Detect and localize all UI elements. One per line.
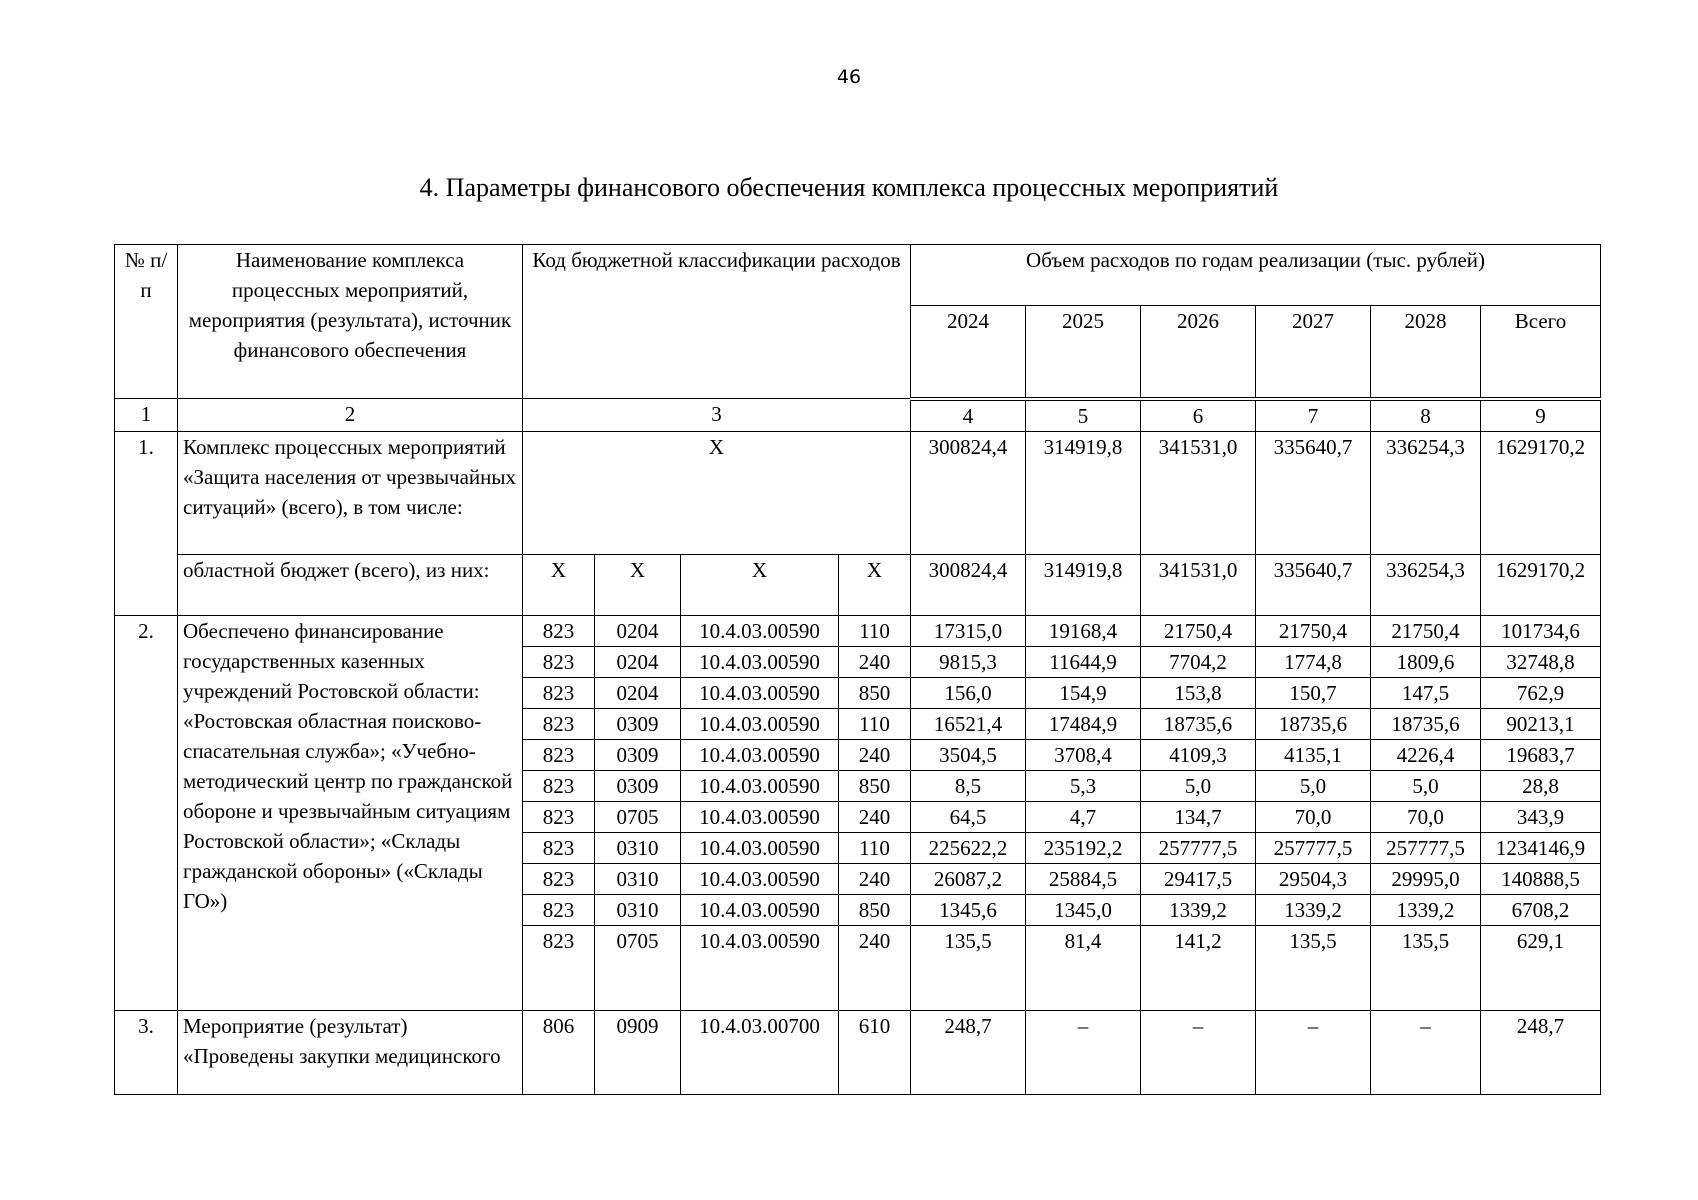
header-year: 2027 bbox=[1256, 306, 1371, 399]
value-total: 1234146,9 bbox=[1481, 832, 1601, 863]
value-cell: 4109,3 bbox=[1141, 739, 1256, 770]
budget-code: 10.4.03.00590 bbox=[681, 770, 839, 801]
budget-code: 0204 bbox=[595, 615, 681, 646]
value-cell: 17315,0 bbox=[911, 615, 1026, 646]
budget-code: 0909 bbox=[595, 1010, 681, 1094]
value-cell: 248,7 bbox=[911, 1010, 1026, 1094]
budget-code: 10.4.03.00590 bbox=[681, 677, 839, 708]
budget-code: 823 bbox=[523, 770, 595, 801]
budget-code: 0310 bbox=[595, 863, 681, 894]
budget-code: 110 bbox=[839, 832, 911, 863]
value-cell: 3504,5 bbox=[911, 739, 1026, 770]
value-cell: 156,0 bbox=[911, 677, 1026, 708]
value-total: 1629170,2 bbox=[1481, 431, 1601, 554]
budget-code: 0705 bbox=[595, 925, 681, 1010]
value-cell: 257777,5 bbox=[1141, 832, 1256, 863]
row-name: областной бюджет (всего), из них: bbox=[178, 554, 523, 615]
budget-code: 823 bbox=[523, 925, 595, 1010]
row-number: 2. bbox=[115, 615, 178, 1010]
budget-code: 10.4.03.00590 bbox=[681, 615, 839, 646]
value-total: 90213,1 bbox=[1481, 708, 1601, 739]
budget-code: 10.4.03.00700 bbox=[681, 1010, 839, 1094]
budget-code: 823 bbox=[523, 646, 595, 677]
budget-code: 823 bbox=[523, 677, 595, 708]
row-number: 1. bbox=[115, 431, 178, 615]
value-cell: 335640,7 bbox=[1256, 431, 1371, 554]
value-cell: 1809,6 bbox=[1371, 646, 1481, 677]
value-cell: 17484,9 bbox=[1026, 708, 1141, 739]
value-cell: 300824,4 bbox=[911, 431, 1026, 554]
value-cell: 5,0 bbox=[1256, 770, 1371, 801]
value-cell: 18735,6 bbox=[1371, 708, 1481, 739]
value-total: 32748,8 bbox=[1481, 646, 1601, 677]
budget-code: 10.4.03.00590 bbox=[681, 646, 839, 677]
budget-code: X bbox=[595, 554, 681, 615]
budget-code: 0309 bbox=[595, 739, 681, 770]
header-code: Код бюджетной классификации расходов bbox=[523, 245, 911, 399]
value-cell: 235192,2 bbox=[1026, 832, 1141, 863]
value-cell: 134,7 bbox=[1141, 801, 1256, 832]
row-regional-budget bbox=[115, 554, 1601, 615]
header-year: 2028 bbox=[1371, 306, 1481, 399]
budget-code: 0204 bbox=[595, 677, 681, 708]
budget-code: 0309 bbox=[595, 708, 681, 739]
value-cell: 341531,0 bbox=[1141, 554, 1256, 615]
value-cell: 335640,7 bbox=[1256, 554, 1371, 615]
budget-code: 10.4.03.00590 bbox=[681, 801, 839, 832]
budget-code: 10.4.03.00590 bbox=[681, 863, 839, 894]
budget-code: 823 bbox=[523, 615, 595, 646]
value-total: 6708,2 bbox=[1481, 894, 1601, 925]
row-event-3 bbox=[115, 1010, 1601, 1094]
page-title: 4. Параметры финансового обеспечения комплекса процессных мероприятий bbox=[419, 173, 1279, 202]
value-cell: 18735,6 bbox=[1141, 708, 1256, 739]
value-cell: 29995,0 bbox=[1371, 863, 1481, 894]
col-number: 6 bbox=[1141, 399, 1256, 432]
budget-code: 0705 bbox=[595, 801, 681, 832]
value-cell: – bbox=[1141, 1010, 1256, 1094]
budget-code: 850 bbox=[839, 677, 911, 708]
value-cell: 150,7 bbox=[1256, 677, 1371, 708]
col-number: 1 bbox=[115, 399, 178, 432]
value-cell: 9815,3 bbox=[911, 646, 1026, 677]
budget-code: 823 bbox=[523, 863, 595, 894]
column-numbers-row bbox=[115, 399, 1601, 432]
value-cell: 135,5 bbox=[911, 925, 1026, 1010]
value-cell: 8,5 bbox=[911, 770, 1026, 801]
budget-code: 10.4.03.00590 bbox=[681, 894, 839, 925]
value-cell: 141,2 bbox=[1141, 925, 1256, 1010]
header-year-total: Всего bbox=[1481, 306, 1601, 399]
budget-code: 0309 bbox=[595, 770, 681, 801]
value-cell: 29504,3 bbox=[1256, 863, 1371, 894]
value-cell: 11644,9 bbox=[1026, 646, 1141, 677]
value-cell: – bbox=[1026, 1010, 1141, 1094]
col-number: 4 bbox=[911, 399, 1026, 432]
value-cell: 5,0 bbox=[1371, 770, 1481, 801]
budget-code: 823 bbox=[523, 801, 595, 832]
value-cell: – bbox=[1371, 1010, 1481, 1094]
row-name: Комплекс процессных мероприятий «Защита населения от чрезвычайных ситуаций» (всего), в том числе: bbox=[178, 431, 523, 554]
budget-code: 806 bbox=[523, 1010, 595, 1094]
value-cell: 154,9 bbox=[1026, 677, 1141, 708]
value-cell: 25884,5 bbox=[1026, 863, 1141, 894]
budget-code: 10.4.03.00590 bbox=[681, 739, 839, 770]
header-name: Наименование комплекса процессных мероприятий, мероприятия (результата), источник финансового обеспечения bbox=[178, 245, 523, 399]
value-cell: 16521,4 bbox=[911, 708, 1026, 739]
header-year: 2026 bbox=[1141, 306, 1256, 399]
value-cell: 81,4 bbox=[1026, 925, 1141, 1010]
value-cell: 5,3 bbox=[1026, 770, 1141, 801]
budget-code: 0204 bbox=[595, 646, 681, 677]
budget-code: 10.4.03.00590 bbox=[681, 832, 839, 863]
value-cell: 336254,3 bbox=[1371, 431, 1481, 554]
budget-code: 610 bbox=[839, 1010, 911, 1094]
budget-code: X bbox=[681, 554, 839, 615]
value-cell: 1774,8 bbox=[1256, 646, 1371, 677]
col-number: 5 bbox=[1026, 399, 1141, 432]
value-cell: 18735,6 bbox=[1256, 708, 1371, 739]
row-number: 3. bbox=[115, 1010, 178, 1094]
value-cell: 4226,4 bbox=[1371, 739, 1481, 770]
value-total: 343,9 bbox=[1481, 801, 1601, 832]
budget-code: 850 bbox=[839, 894, 911, 925]
value-cell: 1339,2 bbox=[1141, 894, 1256, 925]
row-name: Мероприятие (результат) «Проведены закупки медицинского bbox=[178, 1010, 523, 1094]
value-cell: 19168,4 bbox=[1026, 615, 1141, 646]
budget-code: 823 bbox=[523, 708, 595, 739]
value-cell: 26087,2 bbox=[911, 863, 1026, 894]
budget-code: X bbox=[523, 431, 911, 554]
budget-code: 110 bbox=[839, 615, 911, 646]
value-cell: 225622,2 bbox=[911, 832, 1026, 863]
value-total: 19683,7 bbox=[1481, 739, 1601, 770]
value-cell: 64,5 bbox=[911, 801, 1026, 832]
value-cell: 257777,5 bbox=[1371, 832, 1481, 863]
value-cell: 314919,8 bbox=[1026, 431, 1141, 554]
budget-code: 240 bbox=[839, 863, 911, 894]
value-cell: 135,5 bbox=[1371, 925, 1481, 1010]
value-cell: 135,5 bbox=[1256, 925, 1371, 1010]
budget-code: 823 bbox=[523, 894, 595, 925]
value-cell: 70,0 bbox=[1256, 801, 1371, 832]
value-total: 28,8 bbox=[1481, 770, 1601, 801]
value-cell: 4,7 bbox=[1026, 801, 1141, 832]
value-cell: 147,5 bbox=[1371, 677, 1481, 708]
value-total: 101734,6 bbox=[1481, 615, 1601, 646]
value-cell: 1345,0 bbox=[1026, 894, 1141, 925]
budget-code: 0310 bbox=[595, 832, 681, 863]
value-cell: 4135,1 bbox=[1256, 739, 1371, 770]
value-total: 1629170,2 bbox=[1481, 554, 1601, 615]
value-cell: 21750,4 bbox=[1256, 615, 1371, 646]
value-cell: 3708,4 bbox=[1026, 739, 1141, 770]
value-cell: 341531,0 bbox=[1141, 431, 1256, 554]
value-total: 629,1 bbox=[1481, 925, 1601, 1010]
budget-code: X bbox=[523, 554, 595, 615]
budget-code: 823 bbox=[523, 739, 595, 770]
value-cell: 336254,3 bbox=[1371, 554, 1481, 615]
budget-code: 850 bbox=[839, 770, 911, 801]
col-number: 9 bbox=[1481, 399, 1601, 432]
value-total: 248,7 bbox=[1481, 1010, 1601, 1094]
budget-code: 240 bbox=[839, 646, 911, 677]
value-cell: – bbox=[1256, 1010, 1371, 1094]
row-complex-total bbox=[115, 431, 1601, 554]
value-cell: 7704,2 bbox=[1141, 646, 1256, 677]
value-cell: 70,0 bbox=[1371, 801, 1481, 832]
header-year: 2024 bbox=[911, 306, 1026, 399]
budget-code: 823 bbox=[523, 832, 595, 863]
value-cell: 153,8 bbox=[1141, 677, 1256, 708]
row-name: Обеспечено финансирование государственных казенных учреждений Ростовской области: «Ростовская областная поисково-спасательная служба»; «Учебно-методический центр по гражданской обороне и чрезвычайным ситуациям Ростовской области»; «Склады гражданской обороны» («Склады ГО») bbox=[178, 615, 523, 1010]
budget-code: 240 bbox=[839, 925, 911, 1010]
header-year: 2025 bbox=[1026, 306, 1141, 399]
budget-code: 110 bbox=[839, 708, 911, 739]
value-cell: 21750,4 bbox=[1141, 615, 1256, 646]
col-number: 2 bbox=[178, 399, 523, 432]
header-num: № п/п bbox=[115, 245, 178, 399]
value-cell: 1339,2 bbox=[1256, 894, 1371, 925]
budget-code: 240 bbox=[839, 801, 911, 832]
value-cell: 1339,2 bbox=[1371, 894, 1481, 925]
value-total: 140888,5 bbox=[1481, 863, 1601, 894]
col-number: 8 bbox=[1371, 399, 1481, 432]
col-number: 3 bbox=[523, 399, 911, 432]
budget-code: 10.4.03.00590 bbox=[681, 708, 839, 739]
value-cell: 21750,4 bbox=[1371, 615, 1481, 646]
value-total: 762,9 bbox=[1481, 677, 1601, 708]
value-cell: 300824,4 bbox=[911, 554, 1026, 615]
financing-table bbox=[114, 244, 1601, 1095]
budget-code: 0310 bbox=[595, 894, 681, 925]
budget-code: X bbox=[839, 554, 911, 615]
budget-code: 240 bbox=[839, 739, 911, 770]
value-cell: 5,0 bbox=[1141, 770, 1256, 801]
col-number: 7 bbox=[1256, 399, 1371, 432]
value-cell: 29417,5 bbox=[1141, 863, 1256, 894]
row-institution-line bbox=[115, 615, 1601, 646]
budget-code: 10.4.03.00590 bbox=[681, 925, 839, 1010]
value-cell: 314919,8 bbox=[1026, 554, 1141, 615]
header-row bbox=[115, 245, 1601, 306]
page-number: 46 bbox=[836, 66, 862, 88]
header-volume: Объем расходов по годам реализации (тыс. рублей) bbox=[911, 245, 1601, 306]
value-cell: 257777,5 bbox=[1256, 832, 1371, 863]
value-cell: 1345,6 bbox=[911, 894, 1026, 925]
